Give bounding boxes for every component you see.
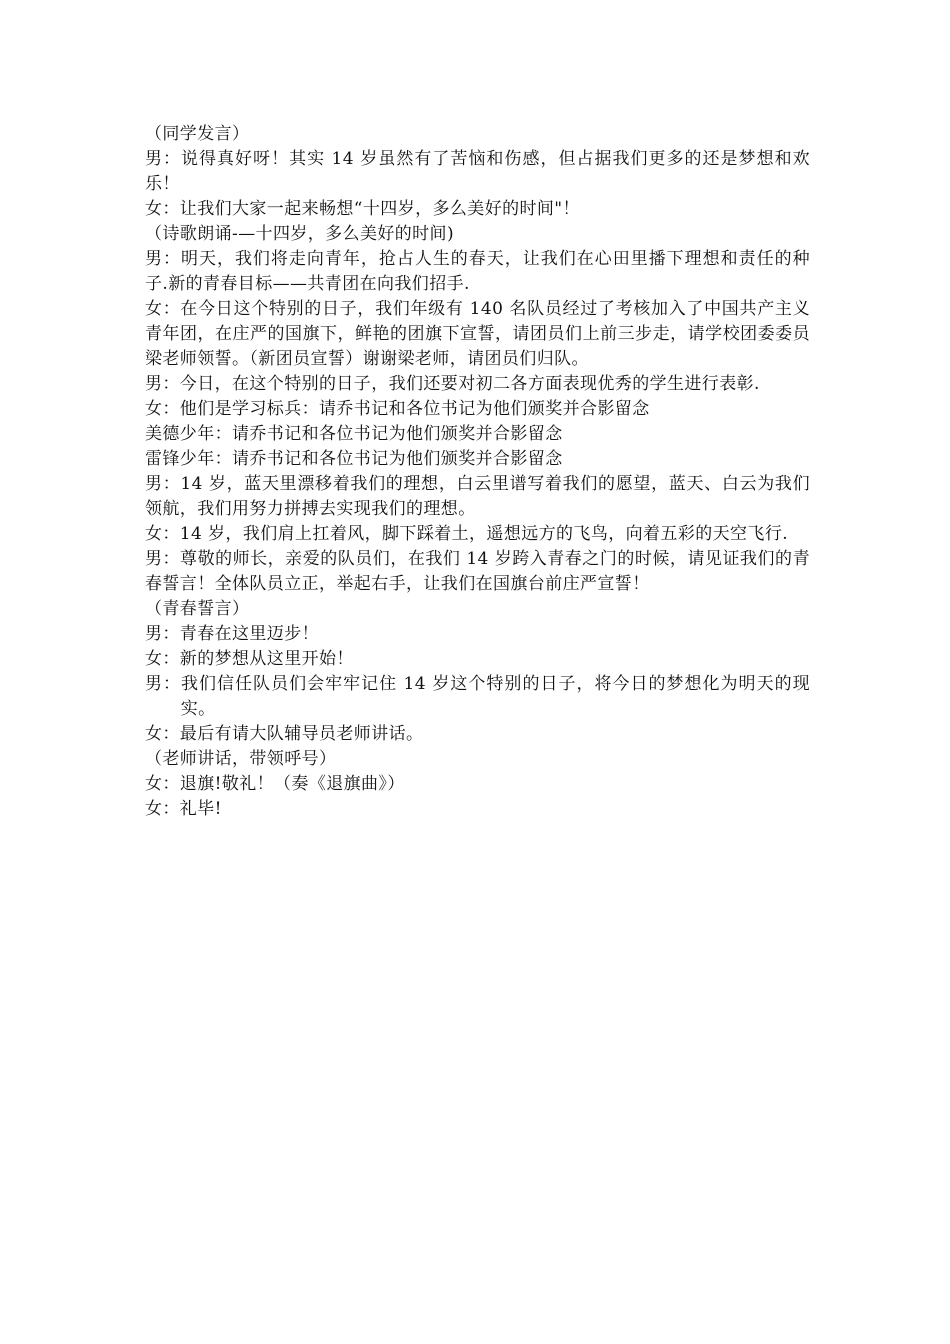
paragraph-award-line: 美德少年：请乔书记和各位书记为他们颁奖并合影留念: [145, 424, 563, 444]
document-body: [145, 122, 810, 822]
paragraph-male-line: 男：说得真好呀！其实 14 岁虽然有了苦恼和伤感，但占据我们更多的还是梦想和欢乐！: [145, 149, 810, 194]
paragraph-female-line: 女：在今日这个特别的日子，我们年级有 140 名队员经过了考核加入了中国共产主义青年团，在庄严的国旗下，鲜艳的团旗下宣誓，请团员们上前三步走，请学校团委委员梁老师领誓。（新团员宣誓）谢谢梁老师，请团员们归队。: [145, 299, 810, 369]
paragraph-stage-direction: （青春誓言）: [145, 599, 250, 619]
paragraph-female-line: 女：退旗!敬礼！（奏《退旗曲》）: [145, 774, 405, 794]
paragraph-stage-direction: （诗歌朗诵-—十四岁，多么美好的时间): [145, 224, 454, 244]
paragraph-male-line: 男：我们信任队员们会牢牢记住 14 岁这个特别的日子，将今日的梦想化为明天的现实。: [145, 674, 810, 719]
paragraph-female-line: 女：让我们大家一起来畅想“十四岁，多么美好的时间"！: [145, 199, 580, 219]
paragraph-male-line: 男：今日，在这个特别的日子，我们还要对初二各方面表现优秀的学生进行表彰.: [145, 374, 760, 394]
paragraph-female-line: 女：礼毕!: [145, 799, 222, 819]
paragraph-male-line: 男：青春在这里迈步！: [145, 624, 319, 644]
paragraph-stage-direction: （同学发言）: [145, 124, 250, 144]
paragraph-female-line: 女：他们是学习标兵：请乔书记和各位书记为他们颁奖并合影留念: [145, 399, 650, 419]
paragraph-female-line: 女：新的梦想从这里开始！: [145, 649, 354, 669]
paragraph-male-line: 男：尊敬的师长，亲爱的队员们，在我们 14 岁跨入青春之门的时候，请见证我们的青春誓言！全体队员立正，举起右手，让我们在国旗台前庄严宣誓！: [145, 549, 810, 594]
paragraph-stage-direction: （老师讲话，带领呼号）: [145, 749, 337, 769]
paragraph-female-line: 女：14 岁，我们肩上扛着风，脚下踩着土，遥想远方的飞鸟，向着五彩的天空飞行.: [145, 524, 789, 544]
paragraph-female-line: 女：最后有请大队辅导员老师讲话。: [145, 724, 424, 744]
paragraph-male-line: 男：明天，我们将走向青年，抢占人生的春天，让我们在心田里播下理想和责任的种子.新的青春目标——共青团在向我们招手.: [145, 249, 810, 294]
paragraph-award-line: 雷锋少年：请乔书记和各位书记为他们颁奖并合影留念: [145, 449, 563, 469]
paragraph-male-line: 男：14 岁，蓝天里漂移着我们的理想，白云里谱写着我们的愿望，蓝天、白云为我们领航，我们用努力拼搏去实现我们的理想。: [145, 474, 810, 519]
